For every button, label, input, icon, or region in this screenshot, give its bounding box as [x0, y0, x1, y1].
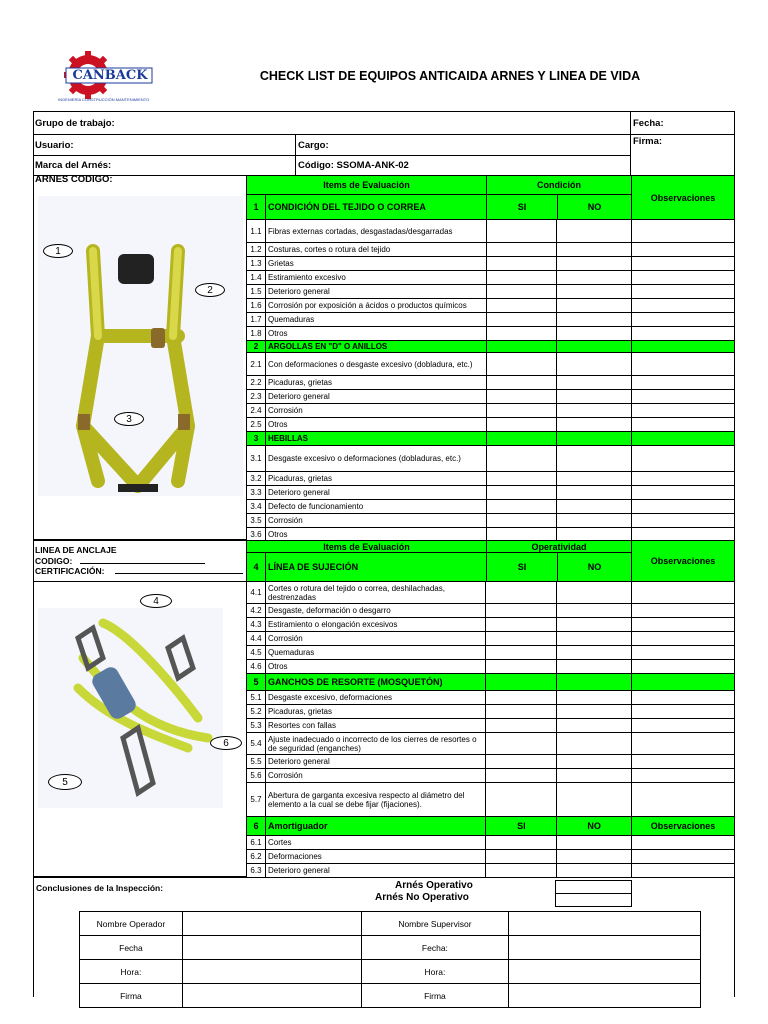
sec4-label: LÍNEA DE SUJECIÓN — [265, 552, 487, 582]
marca-label: Marca del Arnés: — [35, 160, 112, 171]
no-cell[interactable] — [557, 285, 632, 299]
table-row — [247, 783, 735, 817]
item-description: Grietas — [265, 257, 486, 271]
table-row — [247, 632, 735, 646]
signature-table — [79, 911, 701, 1008]
item-description: Deterioro general — [265, 390, 486, 404]
table-row — [247, 604, 735, 618]
si-cell[interactable] — [486, 299, 557, 313]
no-cell[interactable] — [557, 327, 632, 341]
table-row — [247, 472, 735, 486]
item-number: 4.6 — [247, 660, 266, 674]
section-no — [557, 341, 632, 353]
item-description: Picaduras, grietas — [265, 472, 486, 486]
item-number: 5.1 — [247, 691, 266, 705]
table-row — [247, 257, 735, 271]
si-cell[interactable] — [486, 604, 557, 618]
item-number: 6.2 — [247, 850, 266, 864]
si-cell[interactable] — [486, 582, 557, 604]
harness-checklist — [246, 219, 735, 542]
item-number: 4.2 — [247, 604, 266, 618]
section-row — [247, 341, 735, 353]
section-title: Amortiguador — [265, 817, 486, 836]
si-cell[interactable] — [486, 472, 557, 486]
si-cell[interactable] — [486, 327, 557, 341]
table-row — [247, 390, 735, 404]
observaciones-header-2: Observaciones — [631, 540, 735, 582]
grupo-row — [33, 111, 631, 135]
table-row — [247, 769, 735, 783]
observaciones-cell[interactable] — [632, 472, 735, 486]
si-cell[interactable] — [486, 313, 557, 327]
callout-5: 5 — [48, 774, 82, 790]
no-cell[interactable] — [557, 769, 632, 783]
firma-op-label: Firma — [80, 984, 183, 1008]
item-description: Corrosión — [265, 632, 486, 646]
section-row — [247, 674, 735, 691]
table-row — [247, 646, 735, 660]
observaciones-cell[interactable] — [632, 632, 735, 646]
hora-op-label: Hora: — [80, 960, 183, 984]
si-cell[interactable] — [486, 646, 557, 660]
si-cell[interactable] — [486, 850, 557, 864]
usuario-label: Usuario: — [35, 140, 74, 151]
si-cell[interactable] — [486, 618, 557, 632]
fecha-label: Fecha: — [633, 118, 664, 129]
item-number: 4.4 — [247, 632, 266, 646]
lanyard-checklist — [246, 581, 735, 878]
no-cell[interactable] — [557, 618, 632, 632]
item-number: 5.6 — [247, 769, 266, 783]
section-no: NO — [557, 817, 632, 836]
item-number: 5.2 — [247, 705, 266, 719]
firma-op-field[interactable] — [182, 984, 361, 1008]
si-cell[interactable] — [486, 257, 557, 271]
fecha-sup-label: Fecha: — [361, 936, 509, 960]
firma-sup-field[interactable] — [509, 984, 701, 1008]
section-si: SI — [486, 817, 557, 836]
no-cell[interactable] — [557, 486, 632, 500]
no-cell[interactable] — [557, 719, 632, 733]
section-title: HEBILLAS — [265, 432, 486, 446]
no-cell[interactable] — [557, 864, 632, 878]
table-row — [247, 719, 735, 733]
item-description: Desgaste excesivo o deformaciones (dobladuras, etc.) — [265, 446, 486, 472]
supervisor-field[interactable] — [509, 912, 701, 936]
codigo-line — [80, 563, 205, 564]
operativo-label: Arnés Operativo — [395, 880, 473, 891]
item-description: Deterioro general — [265, 285, 486, 299]
item-number: 5.7 — [247, 783, 266, 817]
no-cell[interactable] — [557, 691, 632, 705]
table-row — [247, 243, 735, 257]
item-number: 3.1 — [247, 446, 266, 472]
table-row — [247, 486, 735, 500]
si-cell[interactable] — [486, 220, 557, 243]
observaciones-cell[interactable] — [632, 691, 735, 705]
no-cell[interactable] — [557, 836, 632, 850]
observaciones-cell[interactable] — [632, 376, 735, 390]
observaciones-cell[interactable] — [632, 604, 735, 618]
item-number: 1.1 — [247, 220, 266, 243]
si-cell[interactable] — [486, 271, 557, 285]
item-number: 1.7 — [247, 313, 266, 327]
item-number: 1.2 — [247, 243, 266, 257]
page-title: CHECK LIST DE EQUIPOS ANTICAIDA ARNES Y LINEA DE VIDA — [259, 69, 641, 83]
operador-label: Nombre Operador — [80, 912, 183, 936]
si-cell[interactable] — [486, 418, 557, 432]
si-cell[interactable] — [486, 705, 557, 719]
logo-tagline: INGENIERÍA CONSTRUCCIÓN MANTENIMIENTO — [58, 97, 150, 102]
observaciones-cell[interactable] — [632, 733, 735, 755]
item-description: Estiramiento o elongación excesivos — [265, 618, 486, 632]
item-number: 4.1 — [247, 582, 266, 604]
item-description: Deterioro general — [265, 864, 486, 878]
observaciones-cell[interactable] — [632, 257, 735, 271]
table-row — [247, 660, 735, 674]
observaciones-cell[interactable] — [632, 353, 735, 376]
no-cell[interactable] — [557, 257, 632, 271]
section-no — [557, 432, 632, 446]
item-number: 2.4 — [247, 404, 266, 418]
item-description: Corrosión — [265, 769, 486, 783]
observaciones-cell[interactable] — [632, 299, 735, 313]
no-cell[interactable] — [557, 376, 632, 390]
table-row — [247, 733, 735, 755]
si-header-2: SI — [486, 552, 558, 582]
si-cell[interactable] — [486, 390, 557, 404]
item-number: 4.3 — [247, 618, 266, 632]
section-si — [486, 432, 557, 446]
callout-6: 6 — [210, 736, 242, 750]
item-description: Abertura de garganta excesiva respecto al diámetro del elemento a la cual se debe fijar (fijaciones). — [265, 783, 486, 817]
section-obs — [632, 432, 735, 446]
callout-1: 1 — [43, 244, 73, 258]
item-number: 3.3 — [247, 486, 266, 500]
table-row — [247, 220, 735, 243]
observaciones-header: Observaciones — [631, 175, 735, 220]
table-row — [247, 850, 735, 864]
si-cell[interactable] — [486, 486, 557, 500]
item-description: Cortes — [265, 836, 486, 850]
table-row — [247, 446, 735, 472]
firma-label: Firma: — [633, 136, 663, 147]
si-cell[interactable] — [486, 719, 557, 733]
observaciones-cell[interactable] — [632, 582, 735, 604]
item-description: Picaduras, grietas — [265, 376, 486, 390]
no-cell[interactable] — [557, 783, 632, 817]
item-number: 1.3 — [247, 257, 266, 271]
observaciones-cell[interactable] — [632, 390, 735, 404]
item-number: 5.3 — [247, 719, 266, 733]
table-row — [247, 755, 735, 769]
callout-3: 3 — [114, 412, 144, 426]
si-cell[interactable] — [486, 836, 557, 850]
certificacion-label: CERTIFICACIÓN: — [35, 566, 105, 576]
observaciones-cell[interactable] — [632, 500, 735, 514]
si-cell[interactable] — [486, 755, 557, 769]
no-operativo-label: Arnés No Operativo — [375, 892, 469, 903]
item-description: Corrosión — [265, 514, 486, 528]
si-cell[interactable] — [486, 514, 557, 528]
observaciones-cell[interactable] — [632, 446, 735, 472]
no-cell[interactable] — [557, 632, 632, 646]
items-header: Items de Evaluación — [246, 175, 487, 195]
observaciones-cell[interactable] — [632, 285, 735, 299]
si-cell[interactable] — [486, 733, 557, 755]
item-description: Con deformaciones o desgaste excesivo (dobladura, etc.) — [265, 353, 486, 376]
si-cell[interactable] — [486, 285, 557, 299]
section-title: GANCHOS DE RESORTE (MOSQUETÓN) — [265, 674, 486, 691]
certificacion-line — [115, 573, 243, 574]
no-cell[interactable] — [557, 660, 632, 674]
item-description: Defecto de funcionamiento — [265, 500, 486, 514]
section-title: ARGOLLAS EN "D" O ANILLOS — [265, 341, 486, 353]
observaciones-cell[interactable] — [632, 514, 735, 528]
item-number: 1.4 — [247, 271, 266, 285]
item-number: 1.5 — [247, 285, 266, 299]
item-description: Quemaduras — [265, 313, 486, 327]
company-logo — [58, 50, 168, 106]
sec1-label: CONDICIÓN DEL TEJIDO O CORREA — [265, 194, 487, 220]
table-row — [247, 691, 735, 705]
table-row — [247, 836, 735, 850]
sec4-num: 4 — [246, 552, 266, 582]
section-no — [557, 674, 632, 691]
table-row — [247, 299, 735, 313]
item-number: 3.4 — [247, 500, 266, 514]
no-cell[interactable] — [557, 500, 632, 514]
observaciones-cell[interactable] — [632, 327, 735, 341]
no-cell[interactable] — [557, 850, 632, 864]
si-cell[interactable] — [486, 660, 557, 674]
section-number: 6 — [247, 817, 266, 836]
observaciones-cell[interactable] — [632, 220, 735, 243]
item-description: Deterioro general — [265, 755, 486, 769]
observaciones-cell[interactable] — [632, 418, 735, 432]
item-description: Fibras externas cortadas, desgastadas/desgarradas — [265, 220, 486, 243]
section-number: 5 — [247, 674, 266, 691]
item-number: 1.8 — [247, 327, 266, 341]
no-cell[interactable] — [557, 353, 632, 376]
item-description: Picaduras, grietas — [265, 705, 486, 719]
conclusiones-label: Conclusiones de la Inspección: — [36, 883, 164, 893]
observaciones-cell[interactable] — [632, 646, 735, 660]
item-number: 6.1 — [247, 836, 266, 850]
no-cell[interactable] — [557, 404, 632, 418]
item-description: Costuras, cortes o rotura del tejido — [265, 243, 486, 257]
item-description: Quemaduras — [265, 646, 486, 660]
section-si — [486, 674, 557, 691]
no-cell[interactable] — [557, 243, 632, 257]
si-cell[interactable] — [486, 691, 557, 705]
table-row — [247, 514, 735, 528]
item-number: 3.6 — [247, 528, 266, 542]
item-number: 3.5 — [247, 514, 266, 528]
item-number: 2.1 — [247, 353, 266, 376]
table-row — [247, 582, 735, 604]
section-number: 2 — [247, 341, 266, 353]
no-cell[interactable] — [557, 418, 632, 432]
table-row — [247, 500, 735, 514]
observaciones-cell[interactable] — [632, 618, 735, 632]
section-row — [247, 817, 735, 836]
item-number: 1.6 — [247, 299, 266, 313]
grupo-label: Grupo de trabajo: — [35, 118, 115, 129]
operativo-box[interactable] — [555, 880, 632, 894]
anclaje-label: LINEA DE ANCLAJE — [35, 545, 117, 555]
operatividad-header: Operatividad — [486, 540, 632, 553]
si-cell[interactable] — [486, 769, 557, 783]
observaciones-cell[interactable] — [632, 404, 735, 418]
item-description: Estiramiento excesivo — [265, 271, 486, 285]
si-cell[interactable] — [486, 404, 557, 418]
item-number: 3.2 — [247, 472, 266, 486]
si-cell[interactable] — [486, 864, 557, 878]
observaciones-cell[interactable] — [632, 705, 735, 719]
sec1-num: 1 — [246, 194, 266, 220]
si-cell[interactable] — [486, 446, 557, 472]
no-cell[interactable] — [557, 604, 632, 618]
no-cell[interactable] — [557, 705, 632, 719]
cargo-label: Cargo: — [298, 140, 329, 151]
table-row — [247, 404, 735, 418]
section-obs — [632, 341, 735, 353]
table-row — [247, 271, 735, 285]
si-header: SI — [486, 194, 558, 220]
observaciones-cell[interactable] — [632, 836, 735, 850]
no-cell[interactable] — [557, 390, 632, 404]
table-row — [247, 864, 735, 878]
item-description: Desgaste, deformación o desgarro — [265, 604, 486, 618]
no-cell[interactable] — [557, 220, 632, 243]
no-header: NO — [557, 194, 632, 220]
no-cell[interactable] — [557, 646, 632, 660]
callout-4: 4 — [140, 594, 172, 608]
item-description: Deterioro general — [265, 486, 486, 500]
observaciones-cell[interactable] — [632, 486, 735, 500]
table-row — [247, 418, 735, 432]
no-cell[interactable] — [557, 446, 632, 472]
item-description: Desgaste excesivo, deformaciones — [265, 691, 486, 705]
item-description: Corrosión por exposición a ácidos o productos químicos — [265, 299, 486, 313]
condicion-header: Condición — [486, 175, 632, 195]
supervisor-label: Nombre Supervisor — [361, 912, 509, 936]
hora-sup-field[interactable] — [509, 960, 701, 984]
table-row — [247, 285, 735, 299]
no-cell[interactable] — [557, 271, 632, 285]
table-row — [247, 313, 735, 327]
fecha-op-label: Fecha — [80, 936, 183, 960]
observaciones-cell[interactable] — [632, 313, 735, 327]
observaciones-cell[interactable] — [632, 769, 735, 783]
no-cell[interactable] — [557, 313, 632, 327]
si-cell[interactable] — [486, 783, 557, 817]
observaciones-cell[interactable] — [632, 719, 735, 733]
item-description: Deformaciones — [265, 850, 486, 864]
fecha-op-field[interactable] — [182, 936, 361, 960]
item-description: Cortes o rotura del tejido o correa, deshilachadas, destrenzadas — [265, 582, 486, 604]
section-obs: Observaciones — [632, 817, 735, 836]
item-number: 5.4 — [247, 733, 266, 755]
table-row — [247, 327, 735, 341]
operador-field[interactable] — [182, 912, 361, 936]
item-number: 2.2 — [247, 376, 266, 390]
item-description: Otros — [265, 327, 486, 341]
no-cell[interactable] — [557, 755, 632, 769]
item-number: 2.3 — [247, 390, 266, 404]
table-row — [247, 618, 735, 632]
logo-brand: CANBACK — [72, 68, 148, 83]
item-description: Corrosión — [265, 404, 486, 418]
no-cell[interactable] — [557, 733, 632, 755]
firma-sup-label: Firma — [361, 984, 509, 1008]
observaciones-cell[interactable] — [632, 271, 735, 285]
item-number: 4.5 — [247, 646, 266, 660]
item-description: Otros — [265, 528, 486, 542]
table-row — [247, 353, 735, 376]
item-number: 5.5 — [247, 755, 266, 769]
si-cell[interactable] — [486, 500, 557, 514]
items-header-2: Items de Evaluación — [246, 540, 487, 553]
section-row — [247, 432, 735, 446]
harness-image — [38, 196, 243, 496]
section-number: 3 — [247, 432, 266, 446]
observaciones-cell[interactable] — [632, 850, 735, 864]
observaciones-cell[interactable] — [632, 660, 735, 674]
item-description: Otros — [265, 660, 486, 674]
table-row — [247, 376, 735, 390]
item-description: Resortes con fallas — [265, 719, 486, 733]
hora-op-field[interactable] — [182, 960, 361, 984]
no-cell[interactable] — [557, 299, 632, 313]
section-si — [486, 341, 557, 353]
si-cell[interactable] — [486, 376, 557, 390]
no-header-2: NO — [557, 552, 632, 582]
no-cell[interactable] — [557, 514, 632, 528]
callout-2: 2 — [195, 283, 225, 297]
item-number: 6.3 — [247, 864, 266, 878]
si-cell[interactable] — [486, 632, 557, 646]
section-obs — [632, 674, 735, 691]
hora-sup-label: Hora: — [361, 960, 509, 984]
no-cell[interactable] — [557, 582, 632, 604]
si-cell[interactable] — [486, 353, 557, 376]
arnes-codigo-label: ARNES CODIGO: — [35, 174, 113, 185]
observaciones-cell[interactable] — [632, 755, 735, 769]
codigo-label: Código: SSOMA-ANK-02 — [298, 160, 409, 171]
no-operativo-box[interactable] — [555, 893, 632, 907]
anclaje-codigo-label: CODIGO: — [35, 556, 73, 566]
cargo-cell[interactable] — [295, 134, 631, 156]
item-description: Otros — [265, 418, 486, 432]
observaciones-cell[interactable] — [632, 783, 735, 817]
no-cell[interactable] — [557, 472, 632, 486]
table-row — [247, 705, 735, 719]
item-description: Ajuste inadecuado o incorrecto de los cierres de resortes o de seguridad (enganches) — [265, 733, 486, 755]
observaciones-cell[interactable] — [632, 864, 735, 878]
fecha-sup-field[interactable] — [509, 936, 701, 960]
si-cell[interactable] — [486, 243, 557, 257]
observaciones-cell[interactable] — [632, 243, 735, 257]
item-number: 2.5 — [247, 418, 266, 432]
